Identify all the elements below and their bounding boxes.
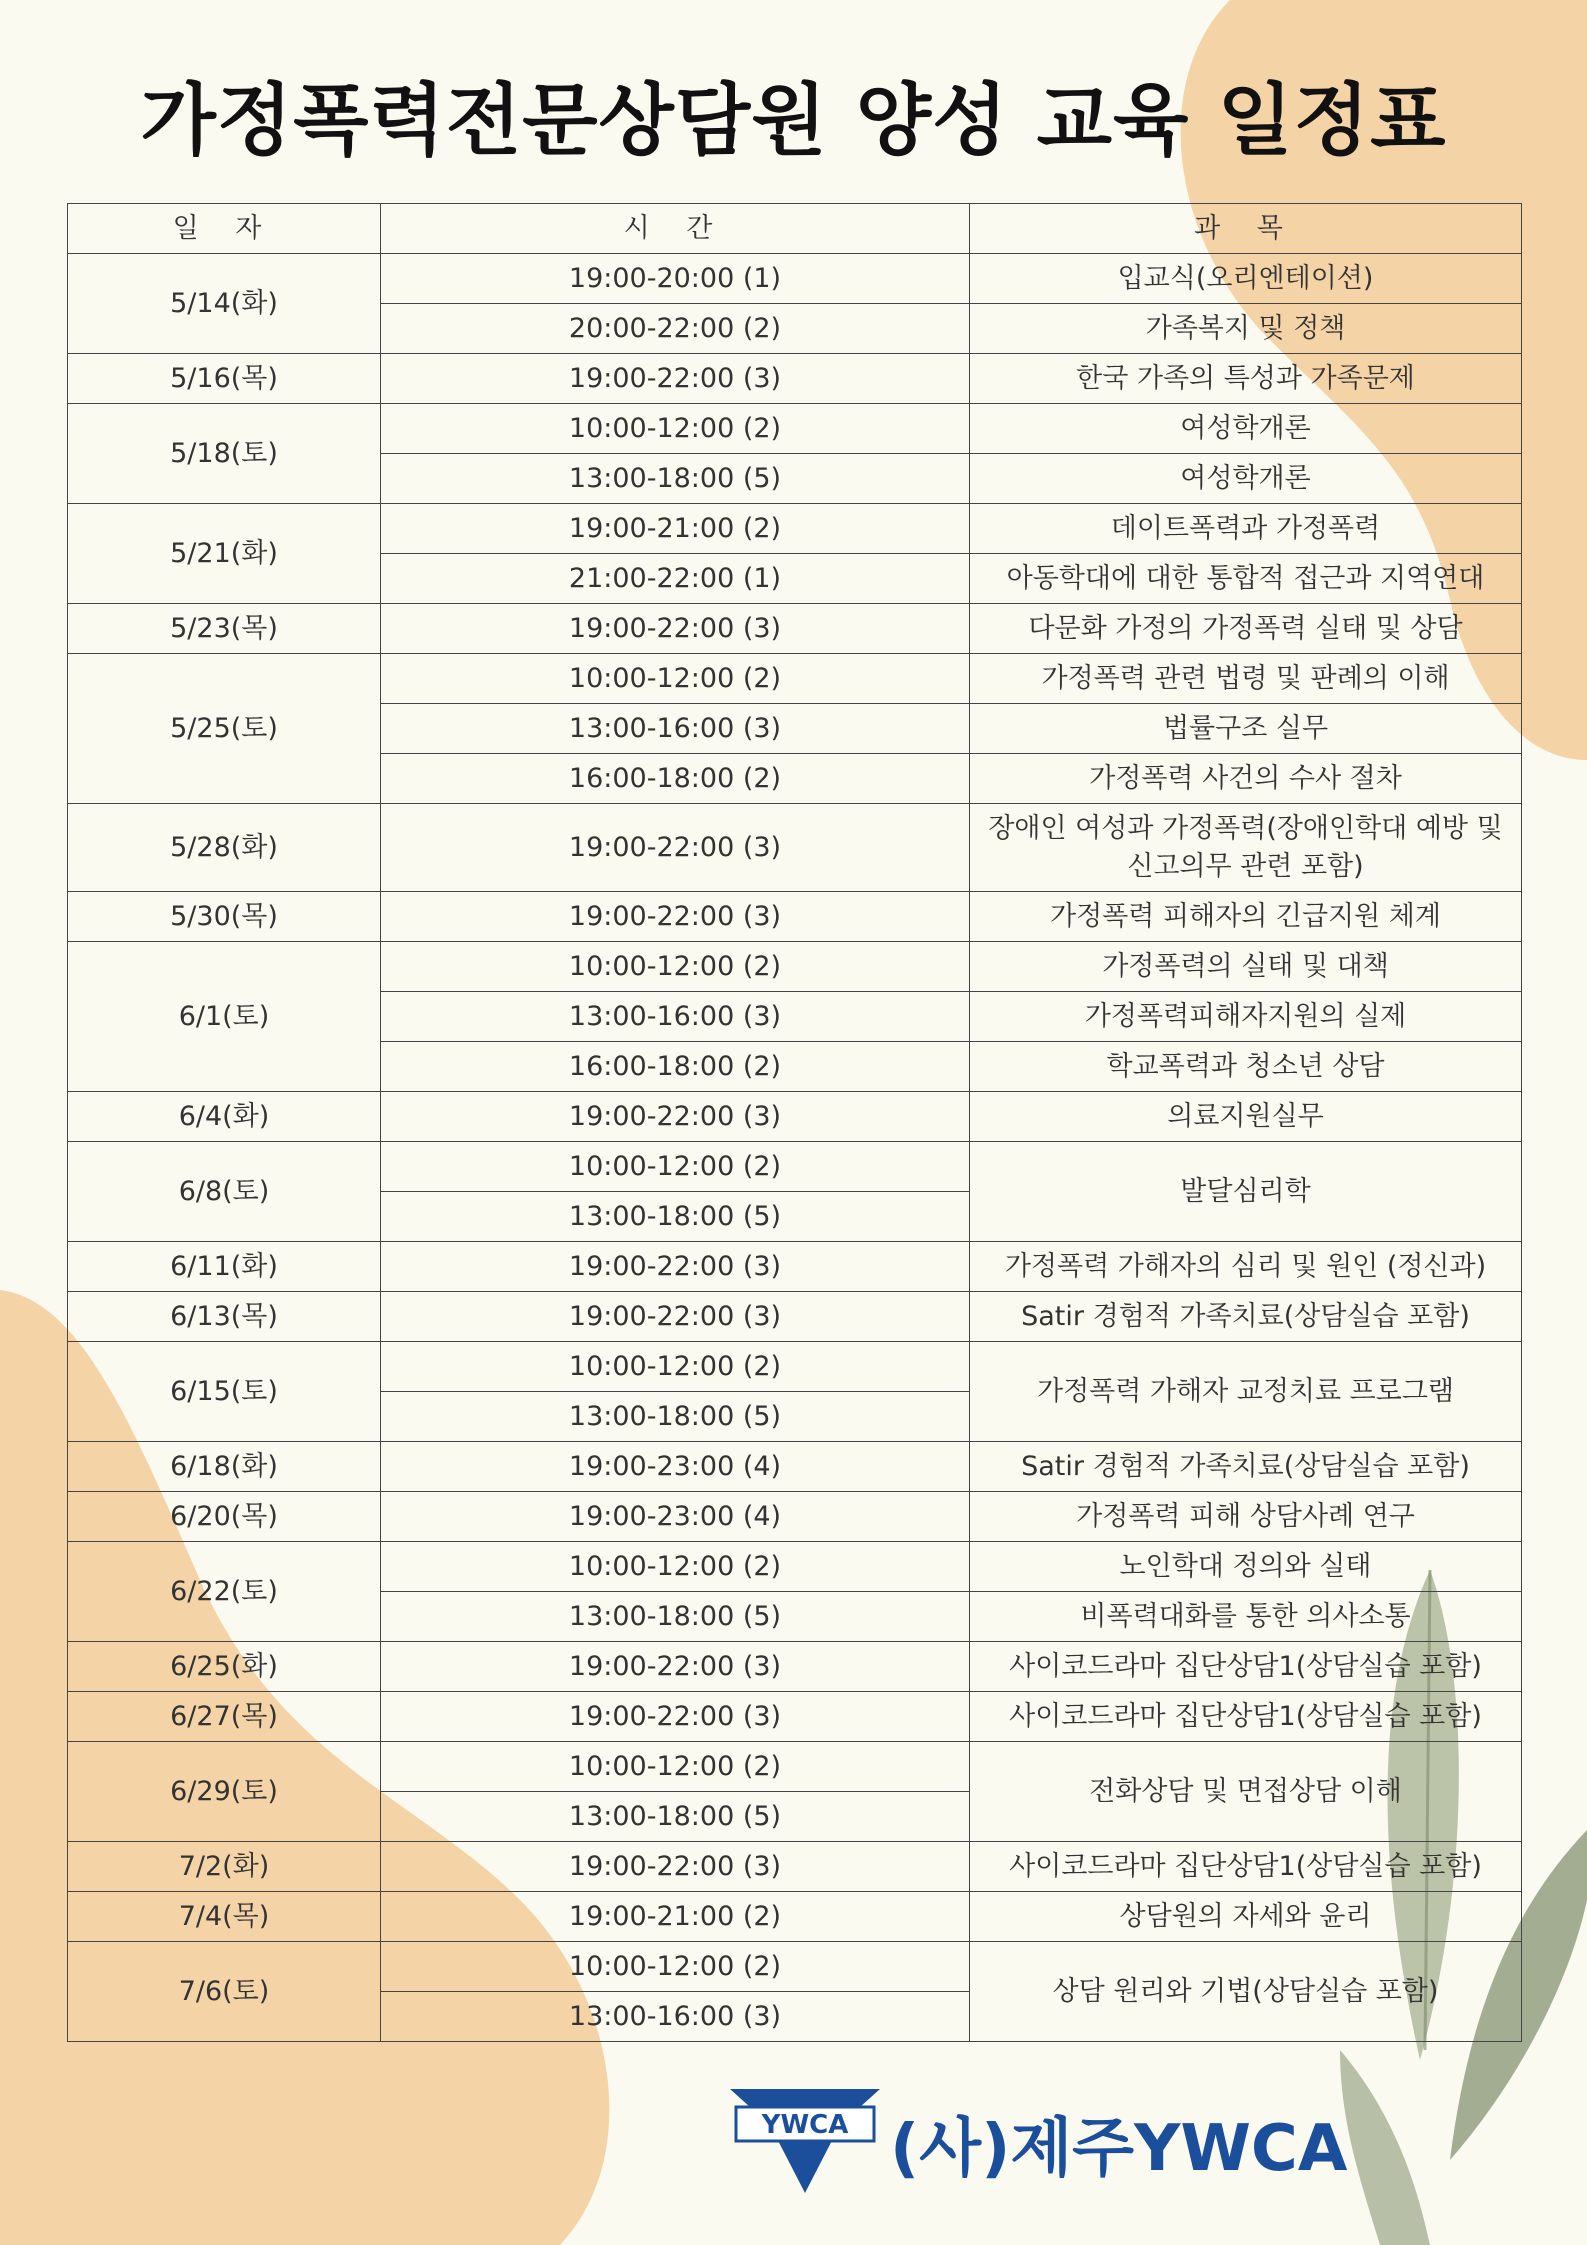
table-row [68,1892,1522,1942]
date-cell: 6/20(목) [68,1492,381,1542]
time-cell: 16:00-18:00 (2) [381,1042,970,1092]
time-cell: 19:00-23:00 (4) [381,1442,970,1492]
subject-cell: 사이코드라마 집단상담1(상담실습 포함) [970,1642,1522,1692]
table-row [68,254,1522,304]
time-cell: 21:00-22:00 (1) [381,554,970,604]
table-row [68,1342,1522,1392]
date-cell: 6/15(토) [68,1342,381,1442]
table-row [68,504,1522,554]
date-cell: 5/18(토) [68,404,381,504]
subject-cell: 가정폭력 피해 상담사례 연구 [970,1492,1522,1542]
organization-name: (사)제주YWCA [890,2112,1348,2186]
time-cell: 19:00-23:00 (4) [381,1492,970,1542]
table-row [68,1542,1522,1592]
subject-cell: 가정폭력피해자지원의 실제 [970,992,1522,1042]
header-subject: 과 목 [970,204,1522,254]
date-cell: 6/25(화) [68,1642,381,1692]
date-cell: 6/11(화) [68,1242,381,1292]
subject-cell: 사이코드라마 집단상담1(상담실습 포함) [970,1842,1522,1892]
date-cell: 5/25(토) [68,654,381,804]
date-cell: 5/16(목) [68,354,381,404]
table-row [68,1142,1522,1192]
table-row [68,942,1522,992]
time-cell: 16:00-18:00 (2) [381,754,970,804]
time-cell: 19:00-22:00 (3) [381,1292,970,1342]
time-cell: 19:00-22:00 (3) [381,1242,970,1292]
time-cell: 10:00-12:00 (2) [381,1742,970,1792]
subject-cell: Satir 경험적 가족치료(상담실습 포함) [970,1292,1522,1342]
time-cell: 10:00-12:00 (2) [381,1142,970,1192]
time-cell: 10:00-12:00 (2) [381,1542,970,1592]
time-cell: 13:00-18:00 (5) [381,1392,970,1442]
subject-cell: Satir 경험적 가족치료(상담실습 포함) [970,1442,1522,1492]
subject-cell: 가정폭력 관련 법령 및 판례의 이해 [970,654,1522,704]
schedule-table [67,203,1522,2042]
time-cell: 19:00-22:00 (3) [381,1692,970,1742]
date-cell: 6/18(화) [68,1442,381,1492]
table-row [68,1942,1522,1992]
time-cell: 19:00-22:00 (3) [381,354,970,404]
time-cell: 19:00-20:00 (1) [381,254,970,304]
date-cell: 6/29(토) [68,1742,381,1842]
table-row [68,354,1522,404]
subject-cell: 장애인 여성과 가정폭력(장애인학대 예방 및 신고의무 관련 포함) [970,804,1522,892]
time-cell: 19:00-22:00 (3) [381,604,970,654]
header-time: 시 간 [381,204,970,254]
footer [730,2085,1348,2195]
date-cell: 6/4(화) [68,1092,381,1142]
time-cell: 19:00-22:00 (3) [381,892,970,942]
subject-cell: 비폭력대화를 통한 의사소통 [970,1592,1522,1642]
date-cell: 7/6(토) [68,1942,381,2042]
time-cell: 19:00-22:00 (3) [381,804,970,892]
time-cell: 20:00-22:00 (2) [381,304,970,354]
table-row [68,1442,1522,1492]
date-cell: 5/21(화) [68,504,381,604]
table-row [68,604,1522,654]
table-row [68,1092,1522,1142]
table-row [68,1242,1522,1292]
ywca-logo [730,2085,880,2195]
table-row [68,892,1522,942]
subject-cell: 노인학대 정의와 실태 [970,1542,1522,1592]
subject-cell: 다문화 가정의 가정폭력 실태 및 상담 [970,604,1522,654]
subject-cell: 사이코드라마 집단상담1(상담실습 포함) [970,1692,1522,1742]
date-cell: 7/2(화) [68,1842,381,1892]
table-row [68,1492,1522,1542]
page-title: 가정폭력전문상담원 양성 교육 일정표 [140,76,1447,166]
date-cell: 7/4(목) [68,1892,381,1942]
time-cell: 19:00-21:00 (2) [381,504,970,554]
table-row [68,404,1522,454]
subject-cell: 여성학개론 [970,404,1522,454]
subject-cell: 전화상담 및 면접상담 이해 [970,1742,1522,1842]
date-cell: 5/30(목) [68,892,381,942]
subject-cell: 데이트폭력과 가정폭력 [970,504,1522,554]
time-cell: 10:00-12:00 (2) [381,1342,970,1392]
table-row [68,1292,1522,1342]
time-cell: 13:00-18:00 (5) [381,1192,970,1242]
time-cell: 19:00-22:00 (3) [381,1642,970,1692]
table-row [68,804,1522,892]
date-cell: 6/1(토) [68,942,381,1092]
table-row [68,654,1522,704]
time-cell: 19:00-22:00 (3) [381,1092,970,1142]
subject-cell: 의료지원실무 [970,1092,1522,1142]
date-cell: 6/13(목) [68,1292,381,1342]
date-cell: 5/28(화) [68,804,381,892]
schedule-body [68,254,1522,2042]
table-row [68,1642,1522,1692]
subject-cell: 가정폭력 피해자의 긴급지원 체계 [970,892,1522,942]
table-row [68,1742,1522,1792]
time-cell: 13:00-16:00 (3) [381,704,970,754]
subject-cell: 가정폭력 가해자의 심리 및 원인 (정신과) [970,1242,1522,1292]
subject-cell: 아동학대에 대한 통합적 접근과 지역연대 [970,554,1522,604]
time-cell: 13:00-16:00 (3) [381,992,970,1042]
subject-cell: 가정폭력 사건의 수사 절차 [970,754,1522,804]
logo-text: YWCA [761,2110,849,2140]
date-cell: 5/23(목) [68,604,381,654]
table-row [68,1692,1522,1742]
table-row [68,1842,1522,1892]
time-cell: 13:00-18:00 (5) [381,1792,970,1842]
subject-cell: 한국 가족의 특성과 가족문제 [970,354,1522,404]
time-cell: 10:00-12:00 (2) [381,942,970,992]
subject-cell: 가족복지 및 정책 [970,304,1522,354]
time-cell: 13:00-18:00 (5) [381,1592,970,1642]
subject-cell: 가정폭력 가해자 교정치료 프로그램 [970,1342,1522,1442]
date-cell: 6/27(목) [68,1692,381,1742]
subject-cell: 여성학개론 [970,454,1522,504]
subject-cell: 입교식(오리엔테이션) [970,254,1522,304]
subject-cell: 가정폭력의 실태 및 대책 [970,942,1522,992]
time-cell: 19:00-22:00 (3) [381,1842,970,1892]
subject-cell: 상담 원리와 기법(상담실습 포함) [970,1942,1522,2042]
subject-cell: 발달심리학 [970,1142,1522,1242]
subject-cell: 상담원의 자세와 윤리 [970,1892,1522,1942]
subject-cell: 학교폭력과 청소년 상담 [970,1042,1522,1092]
time-cell: 10:00-12:00 (2) [381,404,970,454]
time-cell: 13:00-16:00 (3) [381,1992,970,2042]
time-cell: 13:00-18:00 (5) [381,454,970,504]
date-cell: 5/14(화) [68,254,381,354]
time-cell: 10:00-12:00 (2) [381,654,970,704]
header-date: 일 자 [68,204,381,254]
subject-cell: 법률구조 실무 [970,704,1522,754]
date-cell: 6/8(토) [68,1142,381,1242]
date-cell: 6/22(토) [68,1542,381,1642]
time-cell: 10:00-12:00 (2) [381,1942,970,1992]
time-cell: 19:00-21:00 (2) [381,1892,970,1942]
